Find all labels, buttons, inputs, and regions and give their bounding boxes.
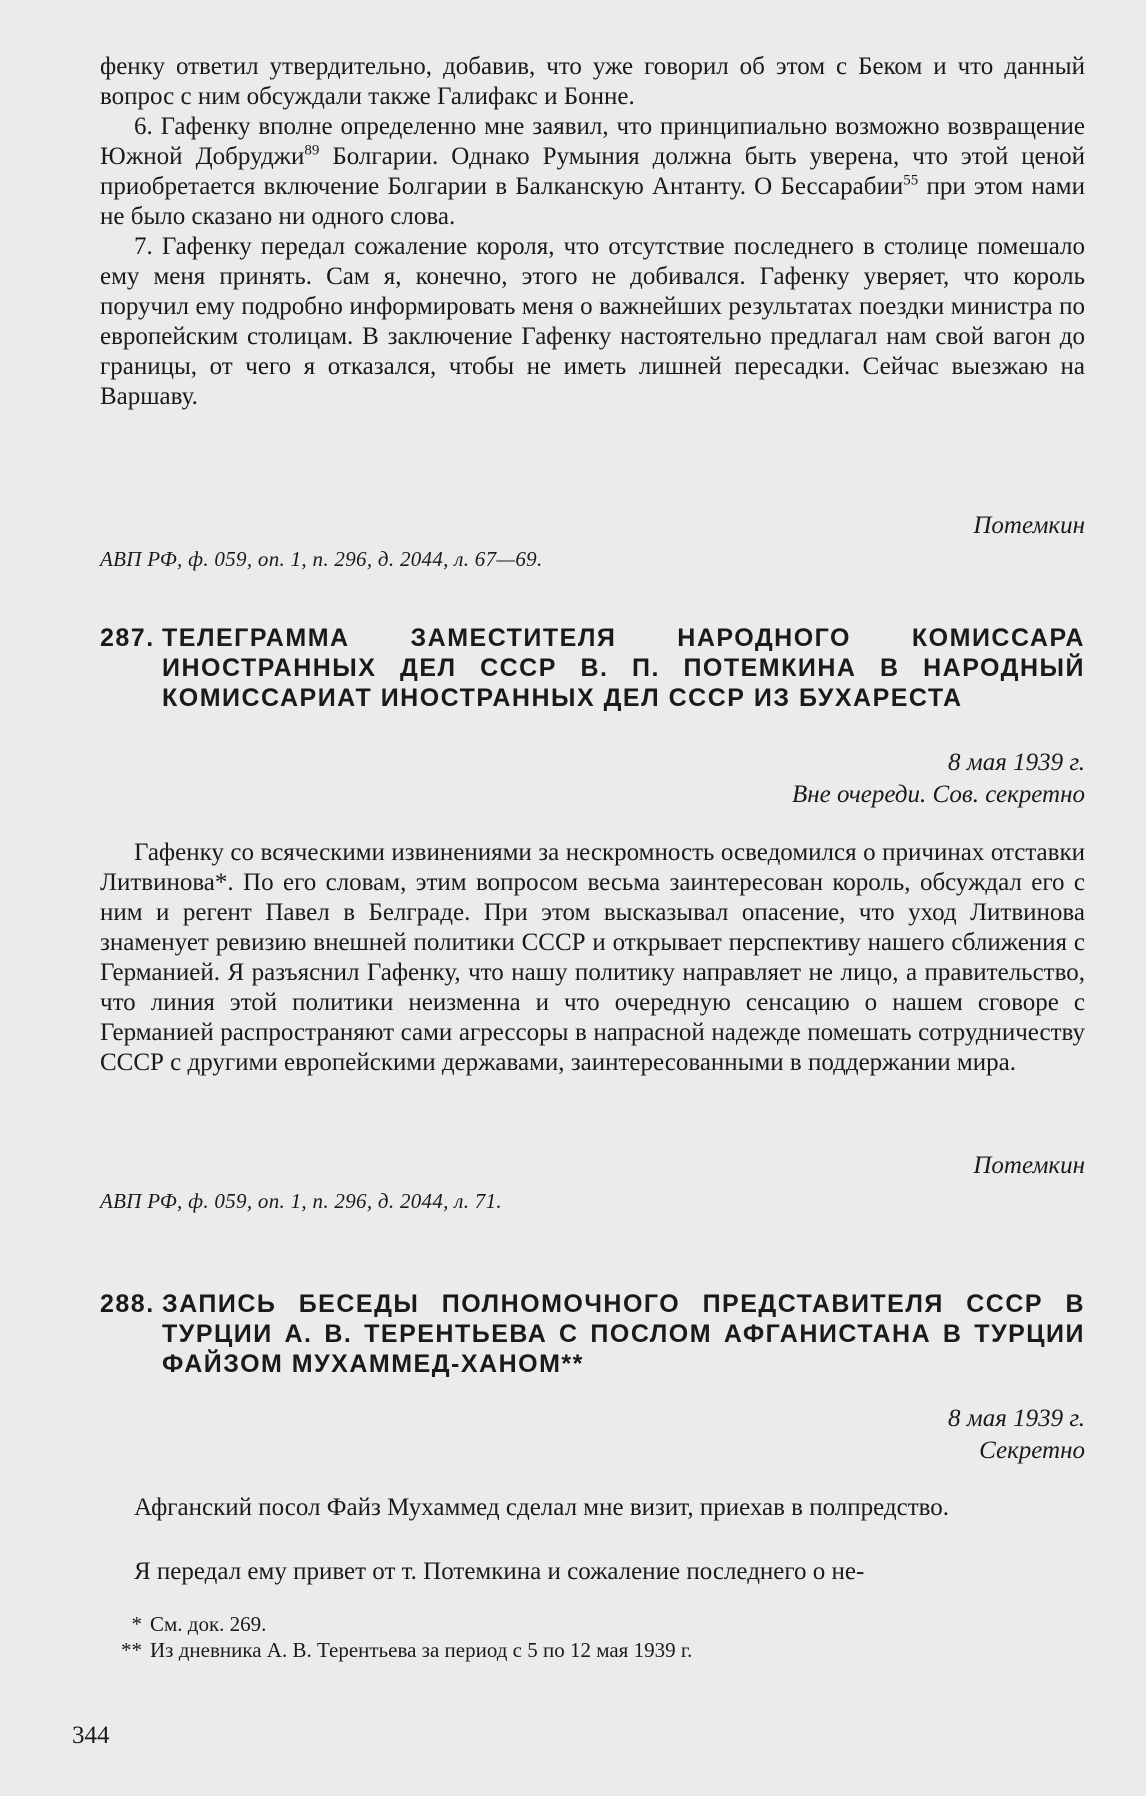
doc-287-number: 287.	[100, 624, 155, 652]
page-number: 344	[72, 1722, 110, 1749]
doc-287-classification: Вне очереди. Сов. секретно	[792, 781, 1085, 808]
continuation-section	[100, 52, 1085, 412]
point-7-paragraph: 7. Гафенку передал сожаление короля, что отсутствие последнего в столице помешало ему меня принять. Сам я, конечно, этого не добивался. Гафенку уверяет, что король поручил ему подробно информировать меня о важнейших результатах поездки министра по европейским столицам. В заключение Гафенку настоятельно предлагал нам свой вагон до границы, от чего я отказался, чтобы не иметь лишней пересадки. Сейчас выезжаю на Варшаву.	[100, 233, 1085, 410]
point-6-text-a: 6. Гафенку вполне определенно мне заявил, что принципиально возможно возвращение Южной Добруджи	[100, 113, 1085, 170]
signature-potemkin-2: Потемкин	[973, 1152, 1085, 1179]
archive-source-2: АВП РФ, ф. 059, оп. 1, п. 296, д. 2044, л. 71.	[100, 1189, 502, 1213]
doc-288-heading	[100, 1289, 1085, 1379]
point-6-text-c: при этом нами не было сказано ни одного слова.	[100, 173, 1085, 230]
point-6-paragraph	[100, 112, 1085, 232]
doc-288-date: 8 мая 1939 г.	[948, 1405, 1085, 1432]
doc-287-date: 8 мая 1939 г.	[948, 749, 1085, 776]
footnote-1-mark: *	[131, 1612, 142, 1636]
doc-288-paragraph-1: Афганский посол Файз Мухаммед сделал мне визит, приехав в полпредство.	[134, 1494, 950, 1521]
footnote-ref-89: 89	[304, 142, 320, 159]
footnote-2-text: Из дневника А. В. Терентьева за период с 5 по 12 мая 1939 г.	[150, 1638, 693, 1662]
footnote-1	[100, 1611, 1085, 1637]
footnote-2	[100, 1637, 1085, 1663]
footnote-ref-55: 55	[903, 172, 919, 189]
doc-288-number: 288.	[100, 1290, 155, 1318]
doc-288-classification: Секретно	[979, 1437, 1085, 1464]
doc-287-title: ТЕЛЕГРАММА ЗАМЕСТИТЕЛЯ НАРОДНОГО КОМИССАРА ИНОСТРАННЫХ ДЕЛ СССР В. П. ПОТЕМКИНА В НАРОДНЫЙ КОМИССАРИАТ ИНОСТРАННЫХ ДЕЛ СССР ИЗ БУХАРЕСТА	[162, 624, 1085, 712]
doc-288-title: ЗАПИСЬ БЕСЕДЫ ПОЛНОМОЧНОГО ПРЕДСТАВИТЕЛЯ СССР В ТУРЦИИ А. В. ТЕРЕНТЬЕВА С ПОСЛОМ АФГАНИСТАНА В ТУРЦИИ ФАЙЗОМ МУХАММЕД-ХАНОМ**	[162, 1290, 1085, 1378]
point-6-text-b: Болгарии. Однако Румыния должна быть уверена, что этой ценой приобретается включение Болгарии в Балканскую Антанту. О Бессарабии	[100, 143, 1085, 200]
footnotes	[100, 1611, 1085, 1663]
doc-287-body: Гафенку со всяческими извинениями за нескромность осведомился о причинах отставки Литвинова*. По его словам, этим вопросом весьма заинтересован король, обсуждал его с ним и регент Павел в Белграде. При этом высказывал опасение, что уход Литвинова знаменует ревизию внешней политики СССР и открывает перспективу нашего сближения с Германией. Я разъяснил Гафенку, что нашу политику направляет не лицо, а правительство, что линия этой политики неизменна и что очередную сенсацию о нашем сговоре с Германией распространяют сами агрессоры в напрасной надежде помешать сотрудничеству СССР с другими европейскими державами, заинтересованными в поддержании мира.	[100, 839, 1085, 1076]
archive-source-1: АВП РФ, ф. 059, оп. 1, п. 296, д. 2044, л. 67—69.	[100, 547, 543, 571]
doc-288-paragraph-2: Я передал ему привет от т. Потемкина и сожаление последнего о не-	[134, 1558, 865, 1585]
footnote-1-text: См. док. 269.	[150, 1612, 267, 1636]
continuation-paragraph: фенку ответил утвердительно, добавив, что уже говорил об этом с Беком и что данный вопрос с ним обсуждали также Галифакс и Бонне.	[100, 53, 1085, 110]
signature-potemkin-1: Потемкин	[973, 512, 1085, 539]
doc-287-heading	[100, 623, 1085, 713]
footnote-2-mark: **	[121, 1638, 142, 1662]
